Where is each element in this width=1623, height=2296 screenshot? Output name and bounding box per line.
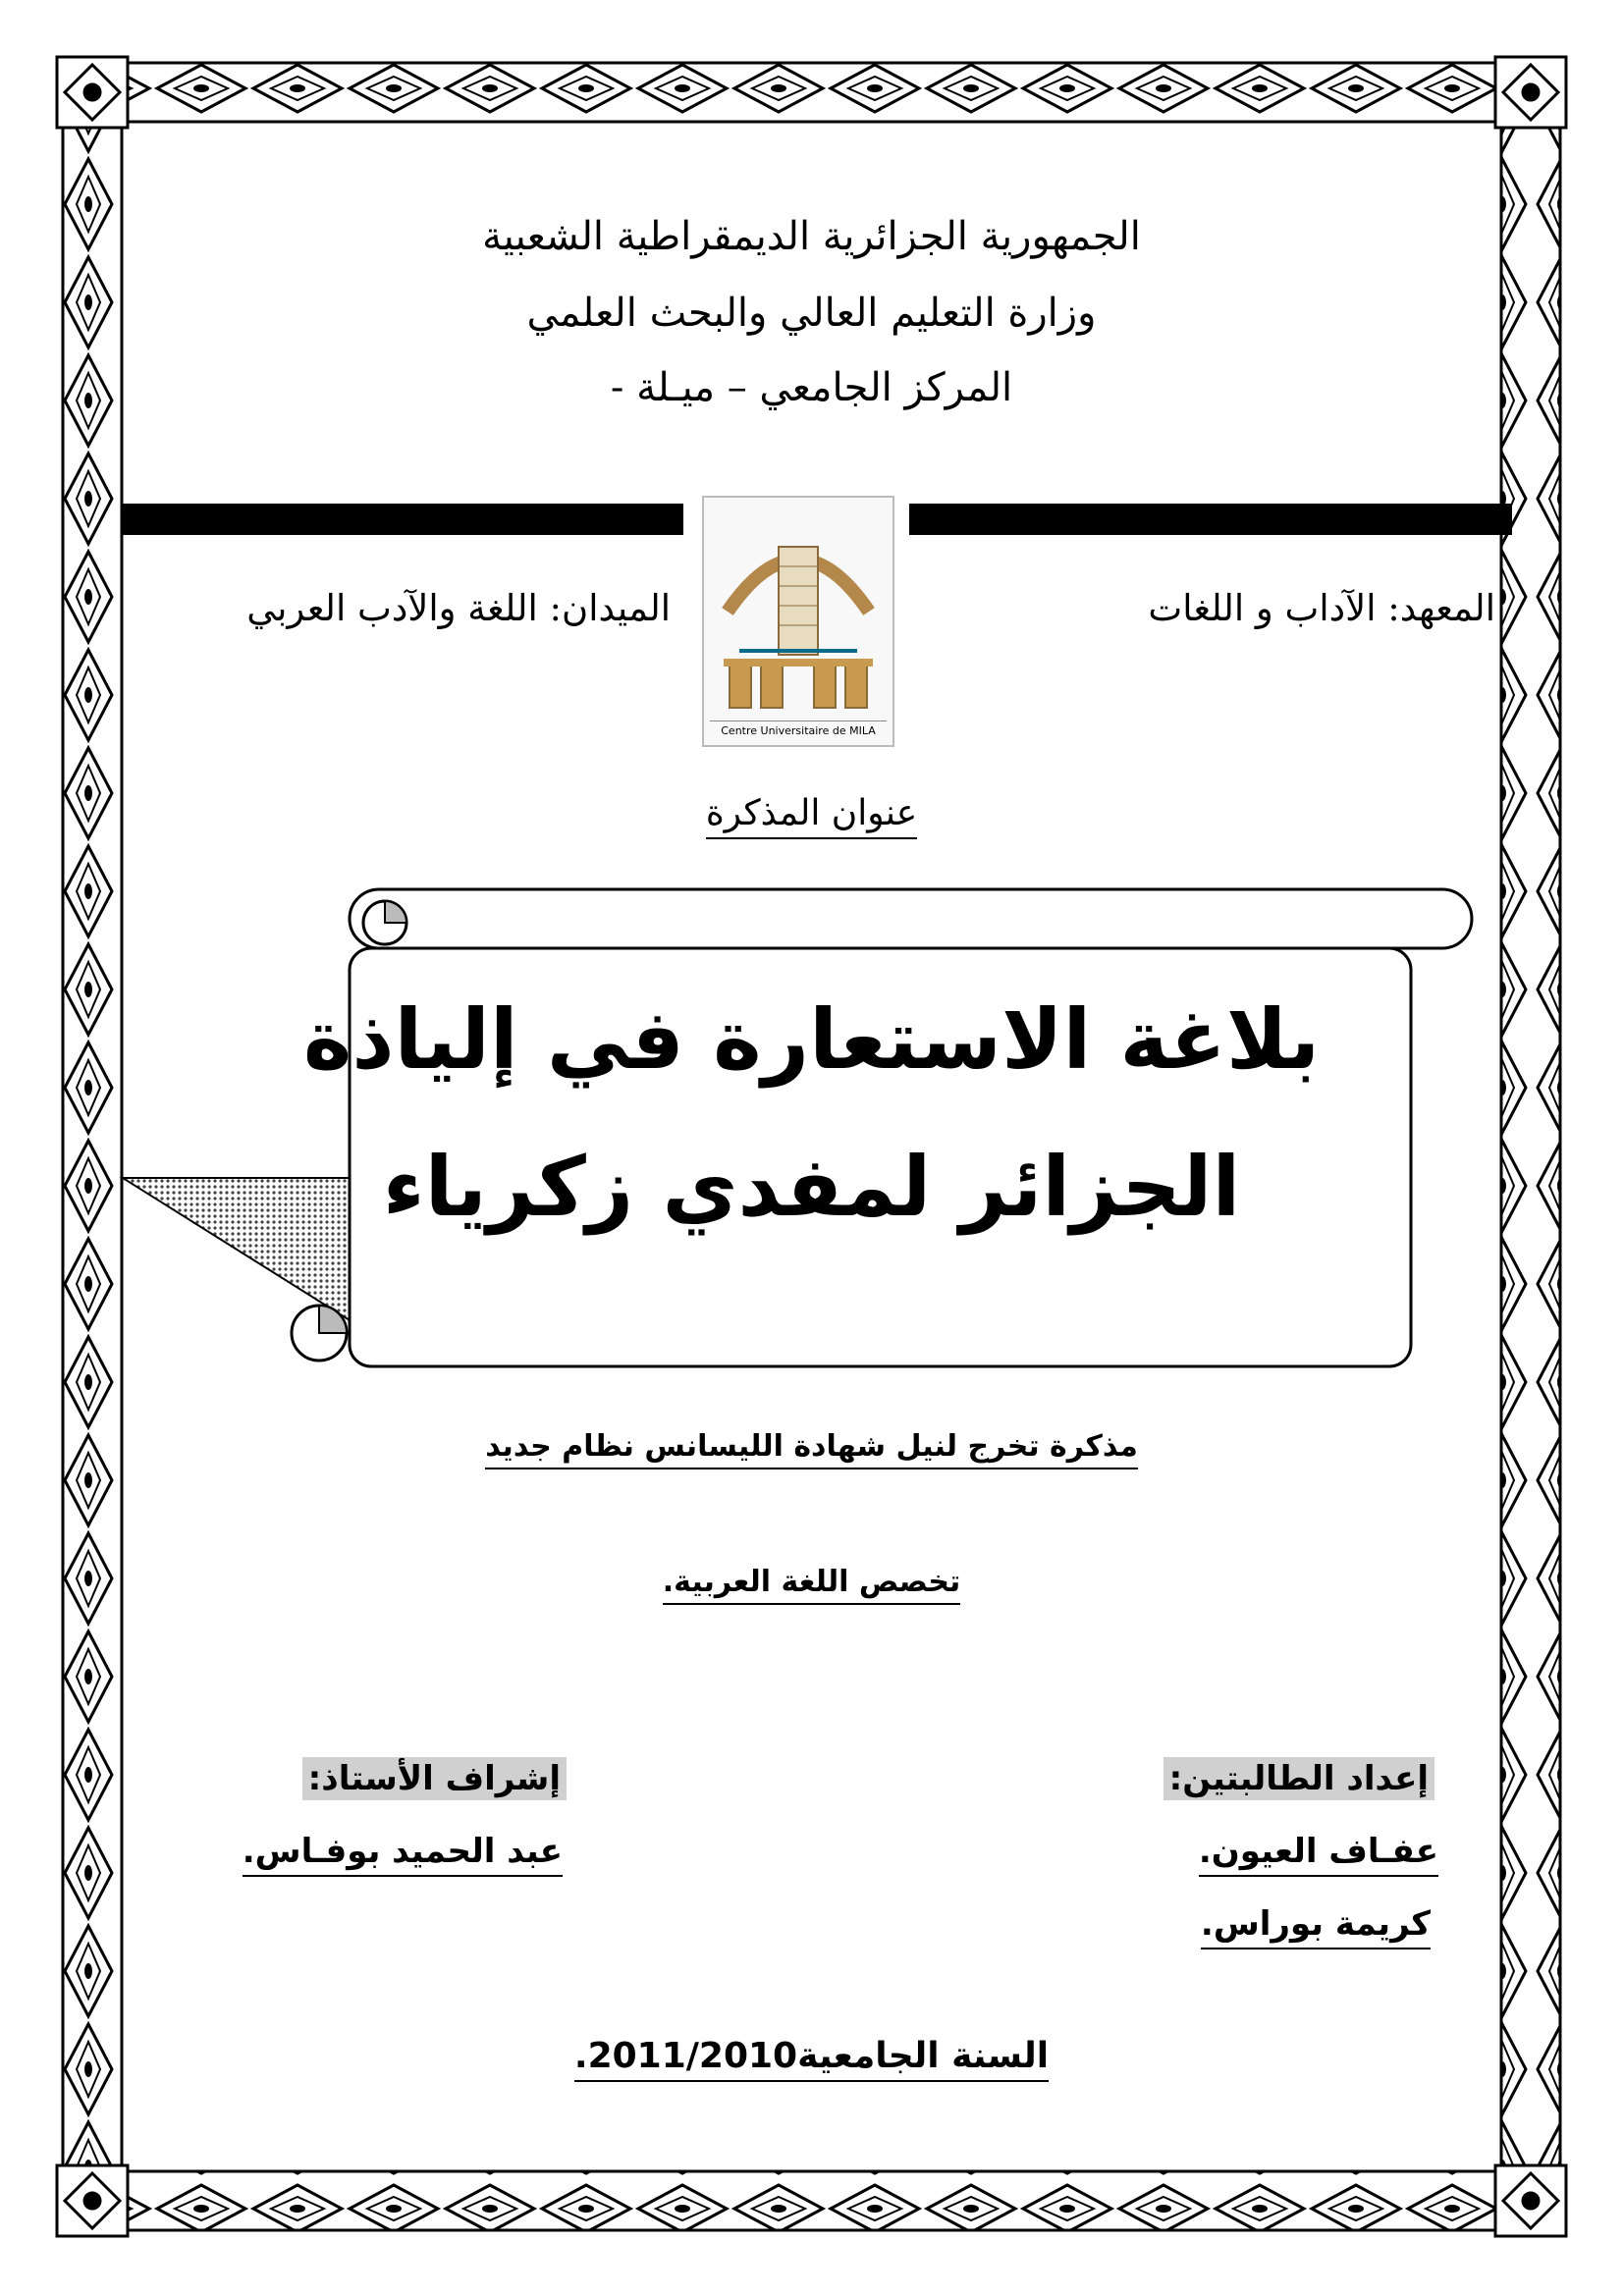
right-divider-bar xyxy=(909,504,1512,535)
institute-label: المعهد: الآداب و اللغات xyxy=(1148,587,1495,629)
memo-title-label-wrap xyxy=(0,793,1623,833)
student-name-2-text: كريمة بوراس. xyxy=(1201,1904,1431,1949)
student-name-1-text: عفـاف العيون. xyxy=(1199,1832,1438,1877)
logo-caption: Centre Universitaire de MILA xyxy=(710,721,887,737)
thesis-title-line2: الجزائر لمفدي زكرياء xyxy=(382,1139,1241,1235)
students-heading-text: إعداد الطالبتين: xyxy=(1163,1757,1434,1800)
border-top xyxy=(57,63,1566,122)
university-center: المركز الجامعي – ميـلة - xyxy=(610,365,1013,410)
memo-title-label: عنوان المذكرة xyxy=(706,793,917,839)
degree-wrap xyxy=(0,1429,1623,1464)
logo-building-icon xyxy=(704,498,893,714)
supervisor-name xyxy=(243,1832,563,1871)
student-name-2 xyxy=(1201,1904,1431,1944)
specialty-text: تخصص اللغة العربية. xyxy=(663,1565,960,1605)
republic-name: الجمهورية الجزائرية الديمقراطية الشعبية xyxy=(482,214,1141,259)
degree-text: مذكرة تخرج لنيل شهادة الليسانس نظام جديد xyxy=(485,1429,1138,1469)
supervisor-heading-text: إشراف الأستاذ: xyxy=(302,1757,567,1800)
ministry-name: وزارة التعليم العالي والبحث العلمي xyxy=(526,291,1097,336)
title-scroll xyxy=(123,889,1472,1366)
academic-year-wrap xyxy=(0,2036,1623,2076)
student-name-1 xyxy=(1199,1832,1438,1871)
university-logo xyxy=(702,496,894,747)
left-divider-bar xyxy=(122,504,683,535)
students-heading xyxy=(1163,1759,1434,1798)
domain-label: الميدان: اللغة والآدب العربي xyxy=(246,587,671,629)
thesis-title-line1: بلاغة الاستعارة في إلياذة xyxy=(302,991,1321,1088)
academic-year-text: السنة الجامعية2011/2010. xyxy=(574,2036,1049,2082)
specialty-wrap xyxy=(0,1565,1623,1599)
supervisor-name-text: عبد الحميد بوفـاس. xyxy=(243,1832,563,1877)
border-bottom xyxy=(57,2171,1566,2230)
supervisor-heading xyxy=(302,1759,567,1798)
